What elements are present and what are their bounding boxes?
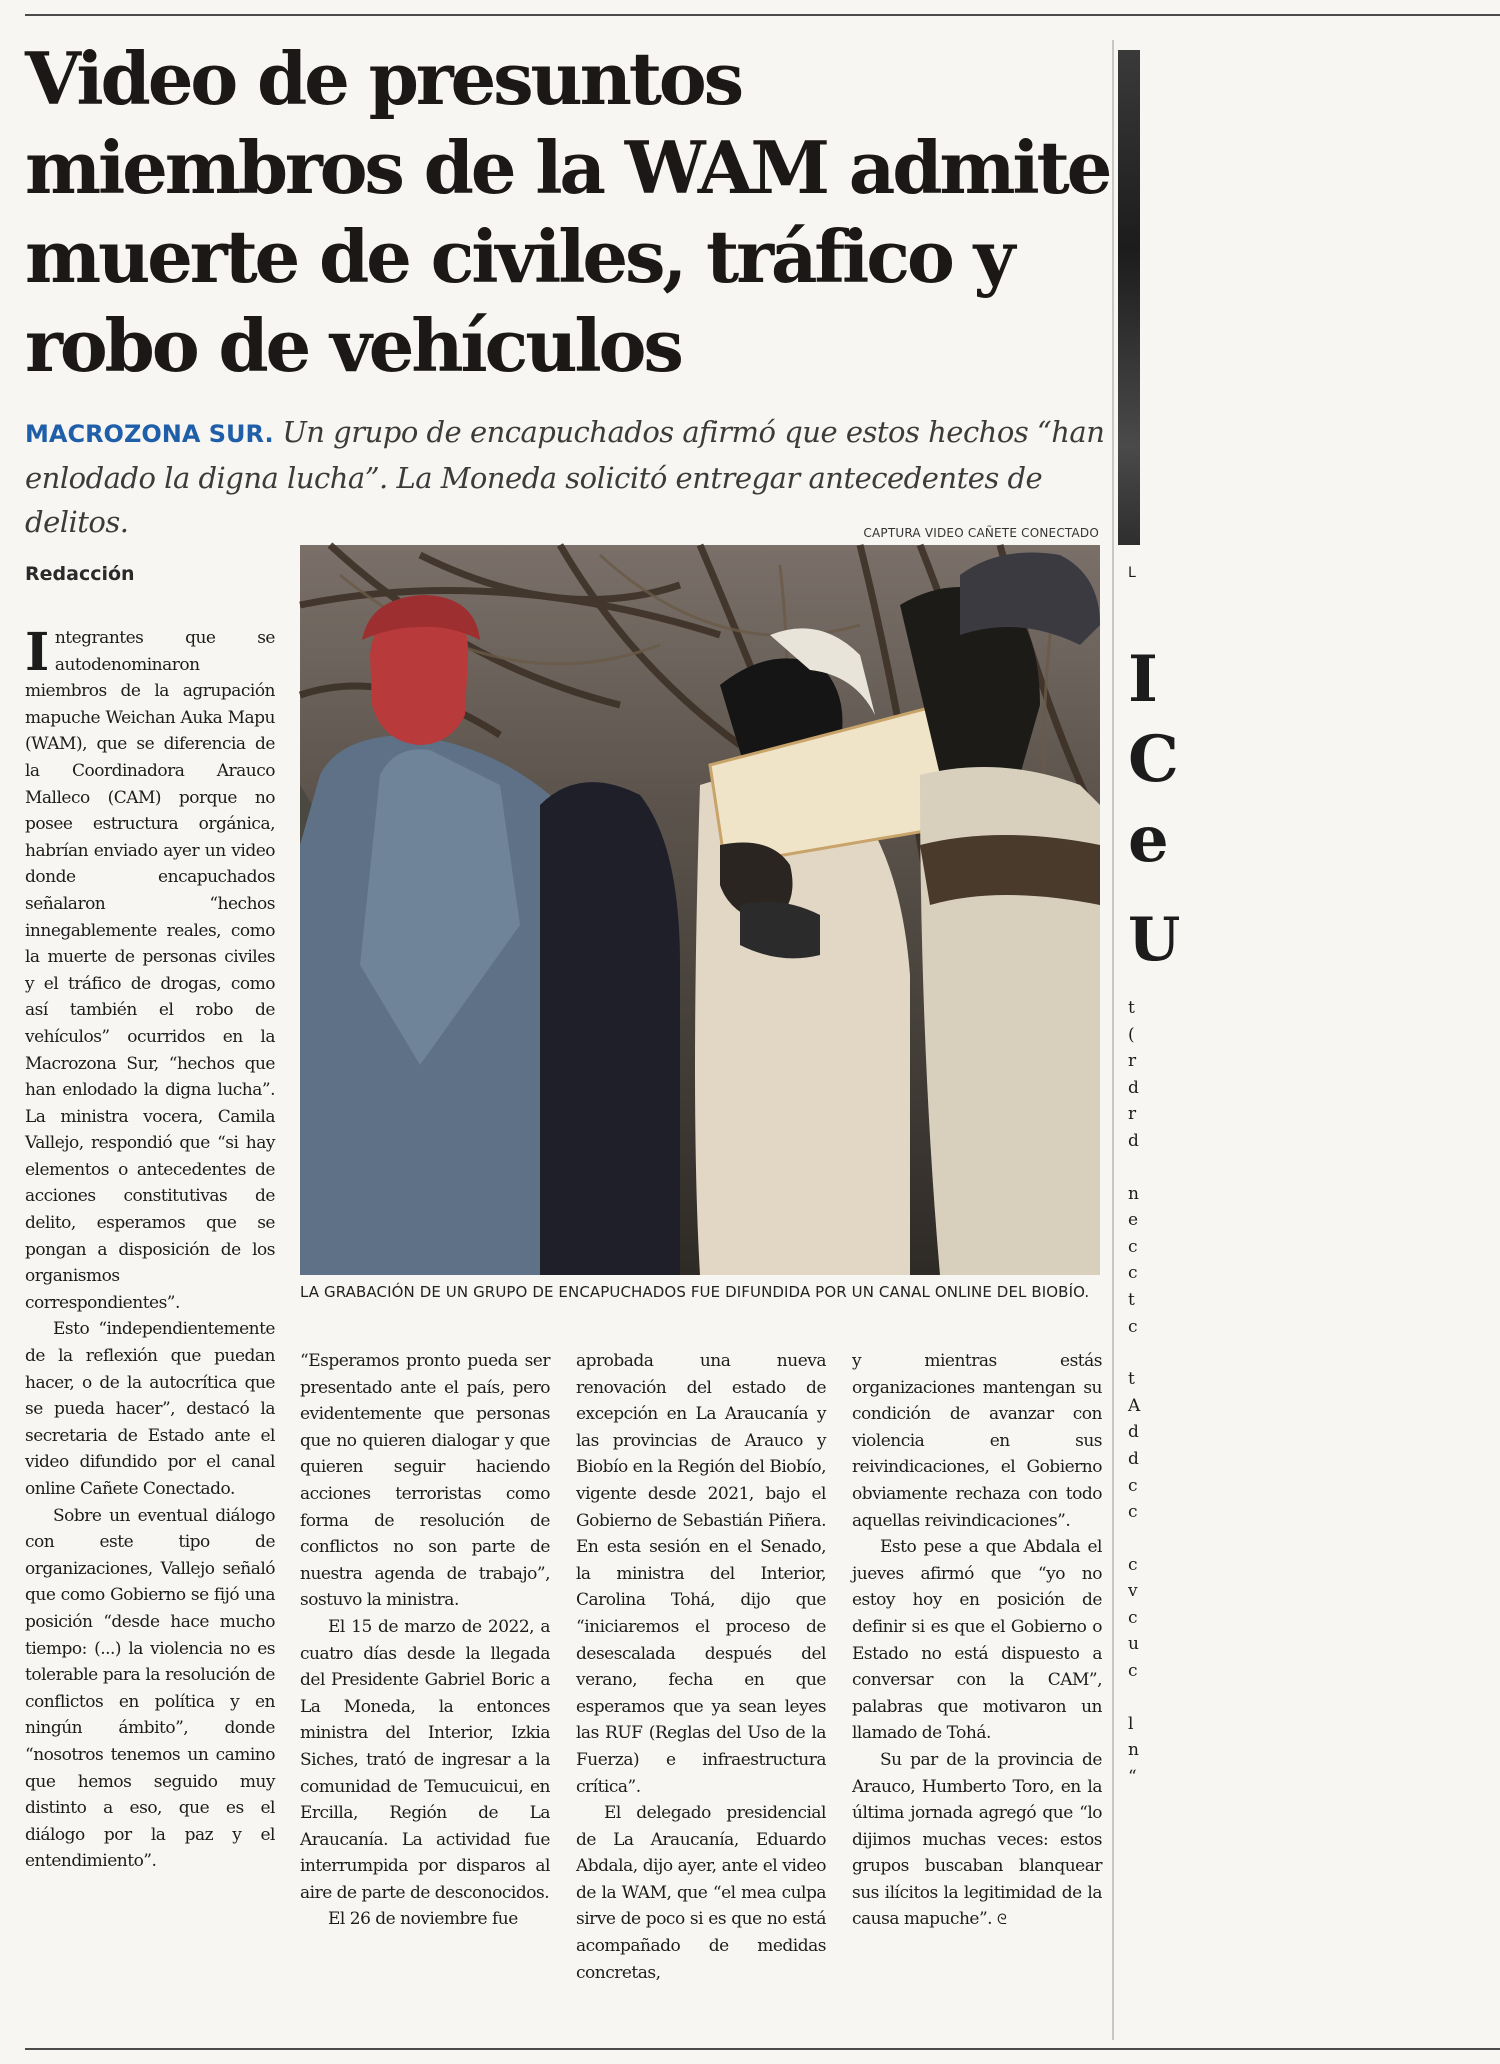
neighbor-photo-caption: L bbox=[1128, 565, 1136, 581]
paragraph-9-text: Su par de la provincia de Arauco, Humberto Toro, en la última jornada agregó que “lo dijimos muchas veces: estos grupos buscaban blanquear sus ilícitos la legitimidad de la causa mapuche”. bbox=[852, 1749, 1102, 1930]
neighbor-text-line: c bbox=[1128, 1607, 1138, 1628]
dek-text: Un grupo de encapuchados afirmó que estos hechos “han enlodado la digna lucha”. La Moneda solicitó entregar antecedentes de delitos. bbox=[25, 415, 1105, 539]
photo-credit: CAPTURA VIDEO CAÑETE CONECTADO bbox=[863, 526, 1099, 540]
neighbor-text-line: d bbox=[1128, 1422, 1139, 1443]
paragraph-5: El 15 de marzo de 2022, a cuatro días desde la llegada del Presidente Gabriel Boric a La Moneda, la entonces ministra del Interior, Izkia Siches, trató de ingresar a la comunidad de Temucuicui, en Ercilla, Región de La Araucanía. La actividad fue interrumpida por disparos al aire de parte de desconocidos. bbox=[300, 1616, 550, 1903]
neighbor-headline-1: I bbox=[1128, 642, 1158, 717]
top-rule bbox=[25, 14, 1500, 16]
photo-caption: LA GRABACIÓN DE UN GRUPO DE ENCAPUCHADOS FUE DIFUNDIDA POR UN CANAL ONLINE DEL BIOBÍO. bbox=[300, 1283, 1090, 1301]
neighbor-text-line: t bbox=[1128, 998, 1135, 1018]
paragraph-7-continued: y mientras estás organizaciones mantengan su condición de avanzar con violencia en sus reivindicaciones, el Gobierno obviamente rechaza con todo aquellas reivindicaciones”. bbox=[852, 1351, 1102, 1531]
neighbor-headline-2: C bbox=[1128, 722, 1179, 797]
dek bbox=[25, 410, 1105, 544]
byline: Redacción bbox=[25, 563, 135, 585]
paragraph-1 bbox=[25, 622, 275, 1316]
column-4 bbox=[852, 1348, 1102, 1934]
photo-illustration bbox=[300, 545, 1100, 1275]
neighbor-text-line: l bbox=[1128, 1713, 1134, 1734]
kicker: MACROZONA SUR. bbox=[25, 420, 274, 448]
neighbor-text-line: c bbox=[1128, 1475, 1138, 1496]
neighbor-text-line: d bbox=[1128, 1130, 1139, 1151]
article-photo bbox=[300, 545, 1100, 1275]
neighbor-text-fragments bbox=[1128, 995, 1148, 1790]
neighbor-text-line: c bbox=[1128, 1502, 1138, 1523]
neighbor-headline-3: e bbox=[1128, 802, 1169, 877]
neighbor-text-line: e bbox=[1128, 1210, 1139, 1231]
neighbor-text-line: c bbox=[1128, 1316, 1138, 1337]
column-2 bbox=[300, 1348, 550, 1933]
column-1 bbox=[25, 622, 275, 1875]
neighbor-text-line: c bbox=[1128, 1236, 1138, 1257]
paragraph-7: El delegado presidencial de La Araucanía, Eduardo Abdala, dijo ayer, ante el video de la WAM, que “el mea culpa sirve de poco si es que no está acompañado de medidas concretas, bbox=[576, 1803, 826, 1983]
neighbor-text-line: v bbox=[1128, 1581, 1138, 1602]
paragraph-6-continued: aprobada una nueva renovación del estado de excepción en La Araucanía y las provincias de Arauco y Biobío en la Región del Biobío, vigente desde 2021, bajo el Gobierno de Sebastián Piñera. En esta sesión en el Senado, la ministra del Interior, Carolina Tohá, dijo que “iniciaremos el proceso de desescalada después del verano, fecha en que esperamos que ya sean leyes las RUF (Reglas del Uso de la Fuerza) e infraestructura crítica”. bbox=[576, 1351, 826, 1797]
paragraph-4: “Esperamos pronto pueda ser presentado ante el país, pero evidentemente que personas que no quieren dialogar y que quieren seguir haciendo acciones terroristas como forma de resolución de conflictos no son parte de nuestra agenda de trabajo”, sostuvo la ministra. bbox=[300, 1351, 550, 1611]
neighbor-dropcap: U bbox=[1128, 905, 1181, 975]
neighbor-text-line: r bbox=[1128, 1104, 1137, 1125]
neighbor-text-line: d bbox=[1128, 1448, 1139, 1469]
neighbor-text-line: A bbox=[1128, 1395, 1141, 1416]
paragraph-9 bbox=[852, 1747, 1102, 1934]
neighbor-text-line: u bbox=[1128, 1634, 1139, 1655]
neighbor-text-line: r bbox=[1128, 1051, 1137, 1072]
paragraph-3: Sobre un eventual diálogo con este tipo de organizaciones, Vallejo señaló que como Gobierno se fijó una posición “desde hace mucho tiempo: (...) la violencia no es tolerable para la resolución de conflictos en política y en ningún ámbito”, donde “nosotros tenemos un camino que hemos seguido muy distinto a eso, que es el diálogo por la paz y el entendimiento”. bbox=[25, 1505, 275, 1872]
neighbor-text-line: c bbox=[1128, 1661, 1138, 1682]
neighbor-text-line: n bbox=[1128, 1183, 1139, 1204]
paragraph-8: Esto pese a que Abdala el jueves afirmó que “yo no estoy hoy en posición de definir si es que el Gobierno o Estado no está dispuesto a conversar con la CAM”, palabras que motivaron un llamado de Tohá. bbox=[852, 1537, 1102, 1744]
headline: Video de presuntos miembros de la WAM admite muerte de civiles, tráfico y robo de vehículos bbox=[25, 36, 1110, 388]
paragraph-1-text: ntegrantes que se autodenominaron miembros de la agrupación mapuche Weichan Auka Mapu (WAM), que se diferencia de la Coordinadora Arauco Malleco (CAM) porque no posee estructura orgánica, habrían enviado ayer un video donde encapuchados señalaron “hechos innegablemente reales, como la muerte de personas civiles y el tráfico de drogas, como así también el robo de vehículos” ocurridos en la Macrozona Sur, “hechos que han enlodado la digna lucha”. La ministra vocera, Camila Vallejo, respondió que “si hay elementos o antecedentes de acciones constitutivas de delito, esperamos que se pongan a disposición de los organismos correspondientes”. bbox=[25, 628, 275, 1313]
end-mark: ᘓ bbox=[997, 1912, 1007, 1929]
neighbor-text-line: c bbox=[1128, 1263, 1138, 1284]
neighbor-text-line: ( bbox=[1128, 1024, 1135, 1045]
neighbor-text-line: “ bbox=[1128, 1766, 1137, 1787]
paragraph-2: Esto “independientemente de la reflexión que puedan hacer, o de la autocrítica que se pueda hacer”, destacó la secretaria de Estado ante el video difundido por el canal online Cañete Conectado. bbox=[25, 1319, 275, 1499]
column-3 bbox=[576, 1348, 826, 1986]
neighbor-text-line: t bbox=[1128, 1369, 1135, 1390]
paragraph-6: El 26 de noviembre fue bbox=[328, 1909, 518, 1930]
bottom-rule bbox=[25, 2048, 1500, 2050]
neighbor-text-line: c bbox=[1128, 1554, 1138, 1575]
neighbor-text-line: n bbox=[1128, 1740, 1139, 1761]
neighbor-text-line: t bbox=[1128, 1289, 1135, 1310]
neighbor-photo bbox=[1118, 50, 1140, 545]
neighbor-text-line: d bbox=[1128, 1077, 1139, 1098]
column-separator bbox=[1112, 40, 1114, 2040]
dropcap: I bbox=[25, 622, 49, 683]
